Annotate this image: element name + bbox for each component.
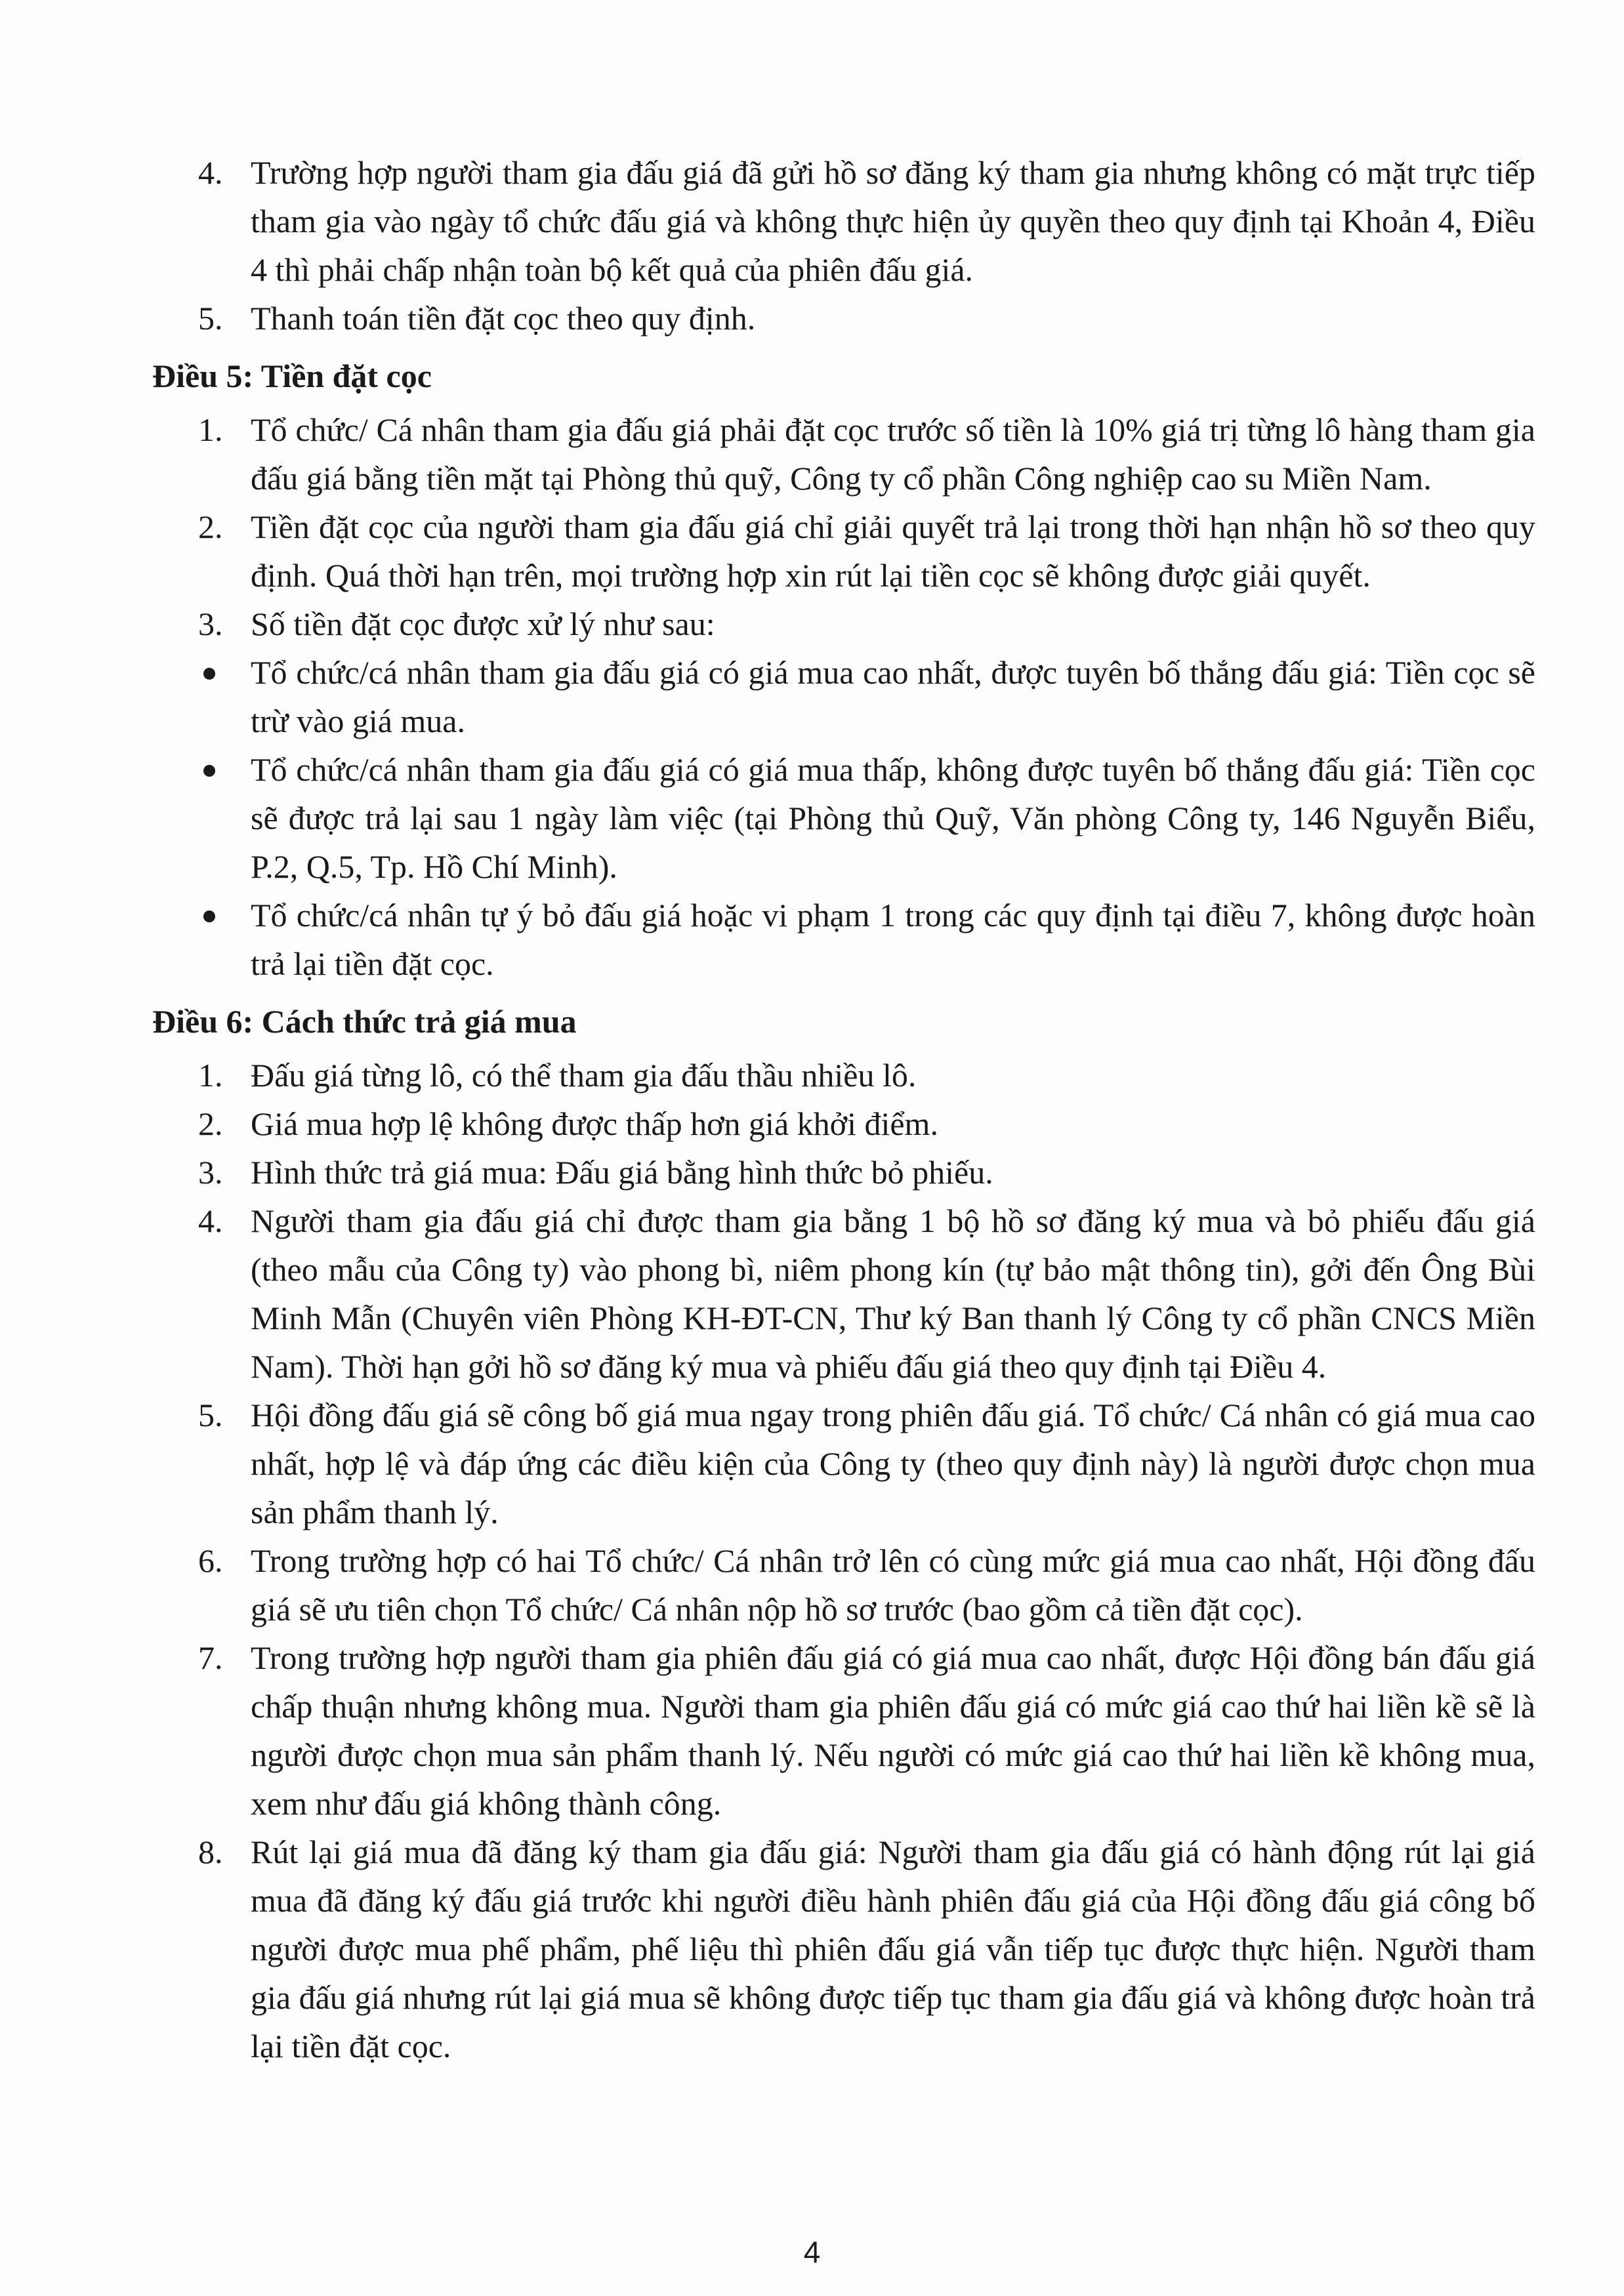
section-dieu-5: [152, 352, 1535, 988]
item-text: Rút lại giá mua đã đăng ký tham gia đấu giá: Người tham gia đấu giá có hành động rút lại giá mua đã đăng ký đấu giá trước khi người điều hành phiên đấu giá của Hội đồng đấu giá công bố người được mua phế phẩm, phế liệu thì phiên đấu giá vẫn tiếp tục được thực hiện. Người tham gia đấu giá nhưng rút lại giá mua sẽ không được tiếp tục tham gia đấu giá và không được hoàn trả lại tiền đặt cọc.: [251, 1834, 1535, 2064]
item-text: Trong trường hợp người tham gia phiên đấu giá có giá mua cao nhất, được Hội đồng bán đấu giá chấp thuận nhưng không mua. Người tham gia phiên đấu giá có mức giá cao thứ hai liền kề sẽ là người được chọn mua sản phẩm thanh lý. Nếu người có mức giá cao thứ hai liền kề không mua, xem như đấu giá không thành công.: [251, 1639, 1535, 1822]
item-text: Số tiền đặt cọc được xử lý như sau:: [251, 605, 715, 642]
bullet-text: Tổ chức/cá nhân tự ý bỏ đấu giá hoặc vi phạm 1 trong các quy định tại điều 7, không được hoàn trả lại tiền đặt cọc.: [251, 897, 1535, 982]
list-item: [152, 1051, 1535, 1099]
bullet-item: [152, 891, 1535, 988]
item-text: Hình thức trả giá mua: Đấu giá bằng hình thức bỏ phiếu.: [251, 1154, 993, 1191]
list-item: [152, 1536, 1535, 1633]
item-number: 4.: [198, 154, 223, 191]
item-number: 8.: [198, 1834, 223, 1870]
bullet-icon: [203, 668, 215, 680]
bullet-icon: [203, 765, 215, 777]
item-number: 5.: [198, 300, 223, 337]
document-body: [152, 148, 1535, 2070]
item-text: Đấu giá từng lô, có thể tham gia đấu thầu nhiều lô.: [251, 1057, 917, 1094]
item-number: 3.: [198, 605, 223, 642]
list-item: [152, 502, 1535, 600]
item-text: Tiền đặt cọc của người tham gia đấu giá chỉ giải quyết trả lại trong thời hạn nhận hồ sơ theo quy định. Quá thời hạn trên, mọi trường hợp xin rút lại tiền cọc sẽ không được giải quyết.: [251, 508, 1535, 594]
item-text: Người tham gia đấu giá chỉ được tham gia bằng 1 bộ hồ sơ đăng ký mua và bỏ phiếu đấu giá (theo mẫu của Công ty) vào phong bì, niêm phong kín (tự bảo mật thông tin), gởi đến Ông Bùi Minh Mẫn (Chuyên viên Phòng KH-ĐT-CN, Thư ký Ban thanh lý Công ty cổ phần CNCS Miền Nam). Thời hạn gởi hồ sơ đăng ký mua và phiếu đấu giá theo quy định tại Điều 4.: [251, 1202, 1535, 1385]
item-text: Hội đồng đấu giá sẽ công bố giá mua ngay trong phiên đấu giá. Tổ chức/ Cá nhân có giá mua cao nhất, hợp lệ và đáp ứng các điều kiện của Công ty (theo quy định này) là người được chọn mua sản phẩm thanh lý.: [251, 1397, 1535, 1530]
section-dieu-6: [152, 997, 1535, 2070]
list-item: [152, 148, 1535, 294]
item-number: 2.: [198, 1105, 223, 1142]
item-number: 1.: [198, 1057, 223, 1094]
bullet-text: Tổ chức/cá nhân tham gia đấu giá có giá mua thấp, không được tuyên bố thắng đấu giá: Tiền cọc sẽ được trả lại sau 1 ngày làm việc (tại Phòng thủ Quỹ, Văn phòng Công ty, 146 Nguyễn Biểu, P.2, Q.5, Tp. Hồ Chí Minh).: [251, 751, 1535, 885]
bullet-item: [152, 745, 1535, 891]
list-item: [152, 1391, 1535, 1536]
section-continuation: [152, 148, 1535, 342]
section-heading: Điều 5: Tiền đặt cọc: [152, 358, 432, 394]
item-text: Trong trường hợp có hai Tổ chức/ Cá nhân trở lên có cùng mức giá mua cao nhất, Hội đồng đấu giá sẽ ưu tiên chọn Tổ chức/ Cá nhân nộp hồ sơ trước (bao gồm cả tiền đặt cọc).: [251, 1542, 1535, 1628]
list-item: [152, 1828, 1535, 2070]
list-item: [152, 600, 1535, 648]
bullet-icon: [203, 911, 215, 922]
list-item: [152, 294, 1535, 342]
list-item: [152, 1099, 1535, 1148]
bullet-text: Tổ chức/cá nhân tham gia đấu giá có giá mua cao nhất, được tuyên bố thắng đấu giá: Tiền cọc sẽ trừ vào giá mua.: [251, 654, 1535, 739]
bullet-item: [152, 648, 1535, 745]
item-text: Giá mua hợp lệ không được thấp hơn giá khởi điểm.: [251, 1105, 938, 1142]
item-number: 5.: [198, 1397, 223, 1433]
item-number: 7.: [198, 1639, 223, 1676]
item-number: 2.: [198, 508, 223, 545]
item-text: Thanh toán tiền đặt cọc theo quy định.: [251, 300, 756, 337]
item-text: Tổ chức/ Cá nhân tham gia đấu giá phải đặt cọc trước số tiền là 10% giá trị từng lô hàng tham gia đấu giá bằng tiền mặt tại Phòng thủ quỹ, Công ty cổ phần Công nghiệp cao su Miền Nam.: [251, 411, 1535, 497]
item-number: 1.: [198, 411, 223, 448]
item-number: 6.: [198, 1542, 223, 1579]
list-item: [152, 1633, 1535, 1828]
section-heading: Điều 6: Cách thức trả giá mua: [152, 1003, 577, 1040]
list-item: [152, 1197, 1535, 1391]
list-item: [152, 1148, 1535, 1197]
item-number: 3.: [198, 1154, 223, 1191]
page-number: 4: [803, 2235, 821, 2269]
item-number: 4.: [198, 1202, 223, 1239]
list-item: [152, 405, 1535, 502]
item-text: Trường hợp người tham gia đấu giá đã gửi hồ sơ đăng ký tham gia nhưng không có mặt trực tiếp tham gia vào ngày tổ chức đấu giá và không thực hiện ủy quyền theo quy định tại Khoản 4, Điều 4 thì phải chấp nhận toàn bộ kết quả của phiên đấu giá.: [251, 154, 1535, 288]
